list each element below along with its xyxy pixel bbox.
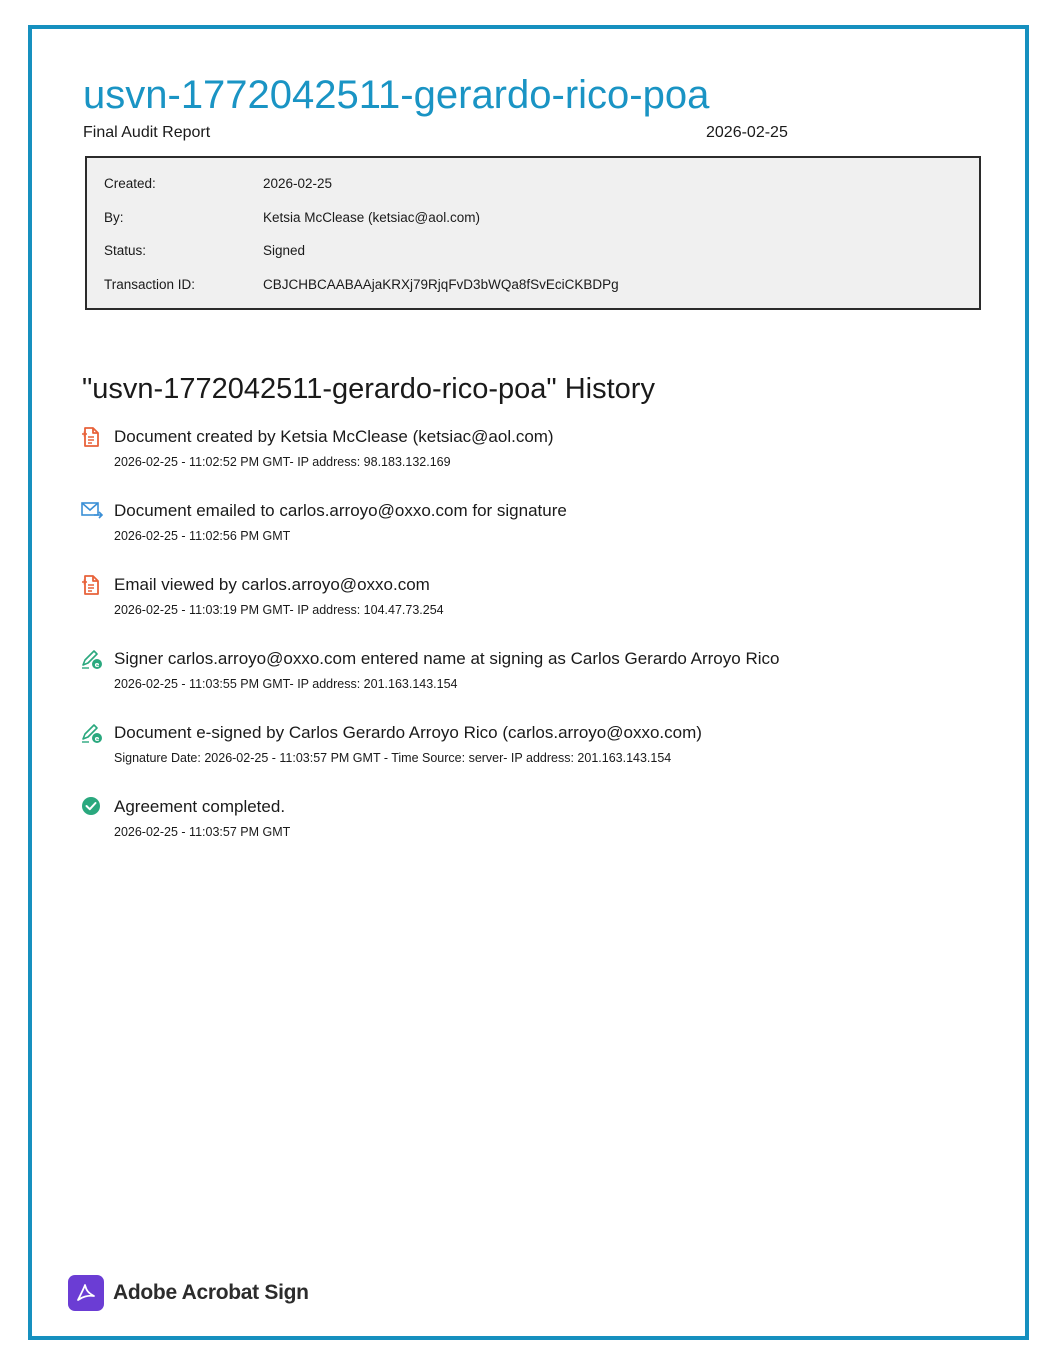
event-detail: 2026-02-25 - 11:03:57 PM GMT	[114, 825, 291, 839]
summary-value: Signed	[263, 243, 306, 258]
summary-row-created	[104, 175, 332, 193]
agreement-completed-icon	[80, 796, 104, 818]
history-event	[80, 648, 980, 698]
history-heading: "usvn-1772042511-gerardo-rico-poa" History	[82, 373, 655, 405]
svg-text:e: e	[94, 661, 100, 669]
brand-name: Adobe Acrobat Sign	[113, 1281, 309, 1304]
report-label: Final Audit Report	[83, 124, 211, 141]
summary-key: By:	[104, 210, 124, 225]
summary-value: 2026-02-25	[263, 176, 333, 191]
summary-row-status	[104, 242, 305, 260]
history-event	[80, 574, 980, 624]
e-signed-icon	[80, 722, 104, 744]
summary-key: Transaction ID:	[104, 277, 196, 292]
event-detail: 2026-02-25 - 11:02:52 PM GMT- IP address: 98.183.132.169	[114, 455, 451, 469]
summary-value: Ketsia McClease (ketsiac@aol.com)	[263, 210, 481, 225]
summary-value: CBJCHBCAABAAjaKRXj79RjqFvD3bWQa8fSvEciCKBDPg	[263, 277, 619, 292]
signer-name-icon	[80, 648, 104, 670]
summary-box	[85, 156, 981, 310]
email-viewed-icon	[80, 574, 104, 596]
document-title: usvn-1772042511-gerardo-rico-poa	[83, 73, 710, 117]
summary-row-by	[104, 209, 480, 227]
event-detail: 2026-02-25 - 11:02:56 PM GMT	[114, 529, 291, 543]
document-created-icon	[80, 426, 104, 448]
summary-key: Created:	[104, 176, 156, 191]
history-event	[80, 722, 980, 772]
email-sent-icon	[80, 500, 104, 522]
event-title: Signer carlos.arroyo@oxxo.com entered name at signing as Carlos Gerardo Arroyo Rico	[114, 649, 780, 668]
event-title: Document created by Ketsia McClease (ketsiac@aol.com)	[114, 427, 554, 446]
summary-key: Status:	[104, 243, 147, 258]
history-event	[80, 500, 980, 550]
event-title: Document e-signed by Carlos Gerardo Arroyo Rico (carlos.arroyo@oxxo.com)	[114, 723, 702, 742]
event-title: Agreement completed.	[114, 797, 286, 816]
svg-text:e: e	[94, 735, 100, 743]
event-title: Email viewed by carlos.arroyo@oxxo.com	[114, 575, 430, 594]
history-event	[80, 426, 980, 476]
report-date: 2026-02-25	[706, 124, 788, 141]
event-title: Document emailed to carlos.arroyo@oxxo.com for signature	[114, 501, 567, 520]
adobe-acrobat-logo-icon	[68, 1275, 104, 1311]
brand-footer	[68, 1275, 309, 1311]
event-detail: 2026-02-25 - 11:03:19 PM GMT- IP address: 104.47.73.254	[114, 603, 444, 617]
summary-row-transaction-id	[104, 276, 619, 294]
event-detail: 2026-02-25 - 11:03:55 PM GMT- IP address: 201.163.143.154	[114, 677, 458, 691]
history-event	[80, 796, 980, 846]
event-detail: Signature Date: 2026-02-25 - 11:03:57 PM GMT - Time Source: server- IP address: 201.163.143.154	[114, 751, 672, 765]
